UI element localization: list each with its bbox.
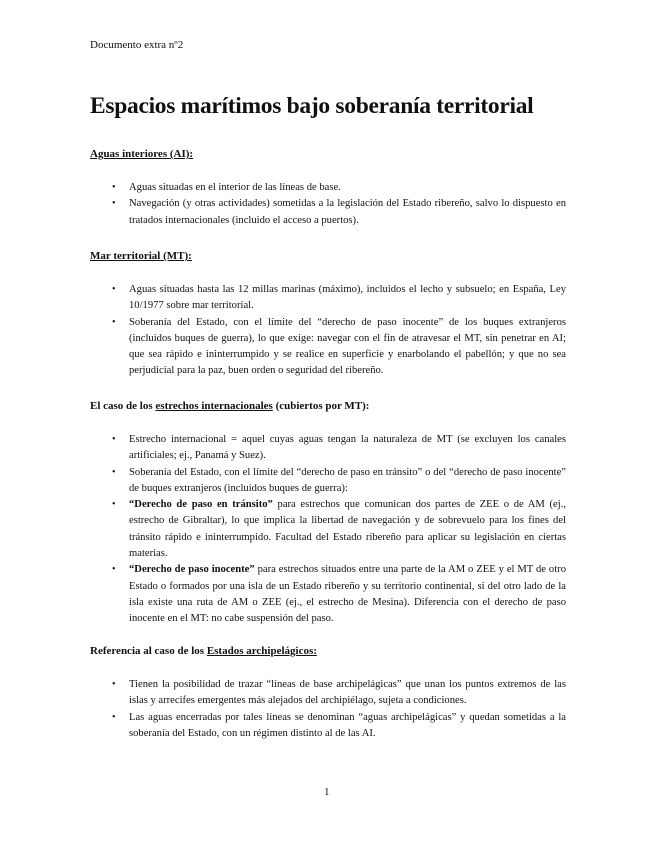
- list-item: • Navegación (y otras actividades) sometidas a la legislación del Estado ribereño, salvo lo dispuesto en tratados internacionales (incluido el acceso a puertos).: [112, 198, 566, 226]
- bullet-icon: •: [112, 284, 116, 295]
- list-item: • “Derecho de paso en tránsito” para estrechos que comunican dos partes de ZEE o de AM (ej., estrecho de Gibraltar), lo que implica la libertad de navegación y de sobrevuelo para los fines del tránsito rápido e ininterrumpido. Facultad del Estado ribereño para aplicar su legislación en ciertas materias.: [112, 499, 566, 560]
- section-heading-aguas-interiores: Aguas interiores (AI):: [90, 148, 194, 160]
- list-item: • Tienen la posibilidad de trazar “líneas de base archipelágicas” que unan los puntos extremos de las islas y arrecifes emergentes más alejados del archipiélago, sujeta a condiciones.: [112, 679, 566, 707]
- estrechos-list: [90, 432, 566, 628]
- bullet-icon: •: [112, 316, 116, 328]
- list-item: • “Derecho de paso inocente” para estrechos situados entre una parte de la AM o ZEE y el MT de otro Estado o formados por una isla de un Estado ribereño y su territorio continental, si del otro lado de la isla existe una ruta de AM o ZEE (ej., el estrecho de Mesina). Diferencia con el derecho de paso inocente en el MT: no cabe suspensión del paso.: [112, 564, 566, 625]
- archipelagicos-list: [90, 677, 566, 742]
- mar-territorial-list: [90, 282, 566, 380]
- bullet-icon: •: [112, 499, 116, 511]
- bullet-icon: •: [112, 711, 116, 723]
- section-heading-archipelagicos: Referencia al caso de los Estados archipelágicos:: [90, 645, 317, 657]
- document-header: Documento extra nº2: [90, 39, 184, 51]
- bullet-icon: •: [112, 182, 116, 193]
- list-item: • Las aguas encerradas por tales líneas se denominan “aguas archipelágicas” y quedan sometidas a la soberanía del Estado, con un régimen distinto al de las AI.: [112, 711, 566, 739]
- list-item: • Aguas situadas hasta las 12 millas marinas (máximo), incluidos el lecho y subsuelo; en España, Ley 10/1977 sobre mar territorial.: [112, 284, 566, 312]
- section-heading-estrechos: El caso de los estrechos internacionales (cubiertos por MT):: [90, 400, 370, 412]
- list-item: • Aguas situadas en el interior de las líneas de base.: [90, 180, 566, 196]
- bullet-icon: •: [112, 564, 116, 576]
- bullet-icon: •: [112, 434, 116, 445]
- page-title: Espacios marítimos bajo soberanía territorial: [90, 93, 534, 119]
- list-item: • Soberanía del Estado, con el límite del “derecho de paso inocente” de los buques extranjeros (incluidos buques de guerra), lo que exige: navegar con el fin de atravesar el MT, sin penetrar en AI; que sea rápido e ininterrumpido y se realice en superficie y enarbolando el pabellón; y que no sea perjudicial para la paz, buen orden o seguridad del ribereño.: [112, 316, 566, 377]
- aguas-interiores-list: [90, 180, 566, 229]
- page-number: 1: [324, 786, 330, 798]
- bullet-icon: •: [112, 198, 116, 210]
- list-item: • Soberanía del Estado, con el límite del “derecho de paso en tránsito” o del “derecho de paso inocente” de buques extranjeros (incluidos buques de guerra):: [112, 466, 566, 494]
- bullet-icon: •: [112, 466, 116, 478]
- list-item: • Estrecho internacional = aquel cuyas aguas tengan la naturaleza de MT (se excluyen los canales artificiales; ej., Panamá y Suez).: [112, 434, 566, 462]
- section-heading-mar-territorial: Mar territorial (MT):: [90, 250, 192, 262]
- bullet-icon: •: [112, 679, 116, 690]
